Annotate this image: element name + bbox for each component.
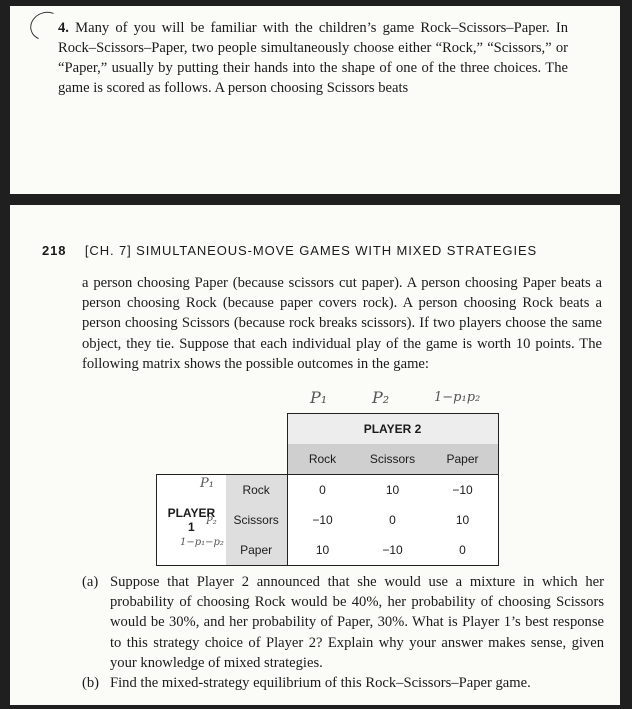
problem-intro bbox=[58, 18, 568, 98]
cell-rock-paper: −10 bbox=[428, 474, 499, 505]
handwritten-one-minus: 1−p₁p₂ bbox=[434, 390, 481, 405]
handwritten-p1: P₁ bbox=[310, 388, 328, 407]
problem-intro-text: Many of you will be familiar with the children’s game Rock–Scissors–Paper. In Rock–Scissors–Paper, two people simultaneously choose either “Rock,” “Scissors,” or “Paper,” usually by putting their hands into the shape of one of the three choices. The game is scored as follows. A person choosing Scissors beats bbox=[58, 20, 568, 96]
page-bottom bbox=[10, 205, 620, 705]
question-b bbox=[82, 673, 604, 693]
row-header-scissors: Scissors bbox=[226, 505, 287, 535]
col-header-scissors: Scissors bbox=[358, 444, 428, 475]
cell-scissors-scissors: 0 bbox=[358, 505, 428, 535]
question-b-text: Find the mixed-strategy equilibrium of this Rock–Scissors–Paper game. bbox=[110, 675, 531, 692]
problem-number: 4. bbox=[58, 20, 69, 36]
handwritten-row-p1: P₁ bbox=[200, 476, 214, 491]
running-header bbox=[42, 243, 612, 258]
handwritten-row-p2: P₂ bbox=[206, 516, 217, 527]
chapter-title: [CH. 7] SIMULTANEOUS-MOVE GAMES WITH MIXED STRATEGIES bbox=[84, 243, 538, 258]
page-number: 218 bbox=[42, 243, 67, 258]
question-a-text: Suppose that Player 2 announced that she would use a mixture in which her probability of choosing Rock would be 40%, her probability of choosing Scissors would be 30%, and her probability of Paper, 30%. What is Player 1’s best response to this strategy choice of Player 2? Explain why your answer makes sense, given your knowledge of mixed strategies. bbox=[110, 574, 604, 671]
question-b-label: (b) bbox=[82, 675, 100, 692]
cell-scissors-rock: −10 bbox=[287, 505, 358, 535]
question-a-label: (a) bbox=[82, 574, 99, 590]
player-1-label-line1: PLAYER bbox=[167, 505, 216, 520]
handwritten-p2: P₂ bbox=[372, 388, 390, 407]
cell-scissors-paper: 10 bbox=[428, 505, 499, 535]
cell-paper-scissors: −10 bbox=[358, 535, 428, 566]
page-top bbox=[10, 6, 620, 194]
question-list bbox=[82, 572, 604, 693]
col-header-rock: Rock bbox=[287, 444, 358, 475]
cell-paper-paper: 0 bbox=[428, 535, 499, 566]
col-header-paper: Paper bbox=[428, 444, 499, 475]
row-header-rock: Rock bbox=[226, 474, 287, 505]
row-header-paper: Paper bbox=[226, 535, 287, 566]
player-1-label-line2: 1 bbox=[188, 519, 195, 534]
handwritten-row-1minus: 1−p₁−p₂ bbox=[180, 537, 224, 548]
question-a bbox=[82, 572, 604, 673]
player-2-label: PLAYER 2 bbox=[287, 414, 498, 444]
cell-paper-rock: 10 bbox=[287, 535, 358, 566]
cell-rock-scissors: 10 bbox=[358, 474, 428, 505]
cell-rock-rock: 0 bbox=[287, 474, 358, 505]
body-paragraph: a person choosing Paper (because scissors cut paper). A person choosing Paper beats a person choosing Rock (because paper covers rock). A person choosing Rock beats a person choosing Scissors (because rock breaks scissors). If two players choose the same object, they tie. Suppose that each individual play of the game is worth 10 points. The following matrix shows the possible outcomes in the game: bbox=[82, 275, 602, 372]
